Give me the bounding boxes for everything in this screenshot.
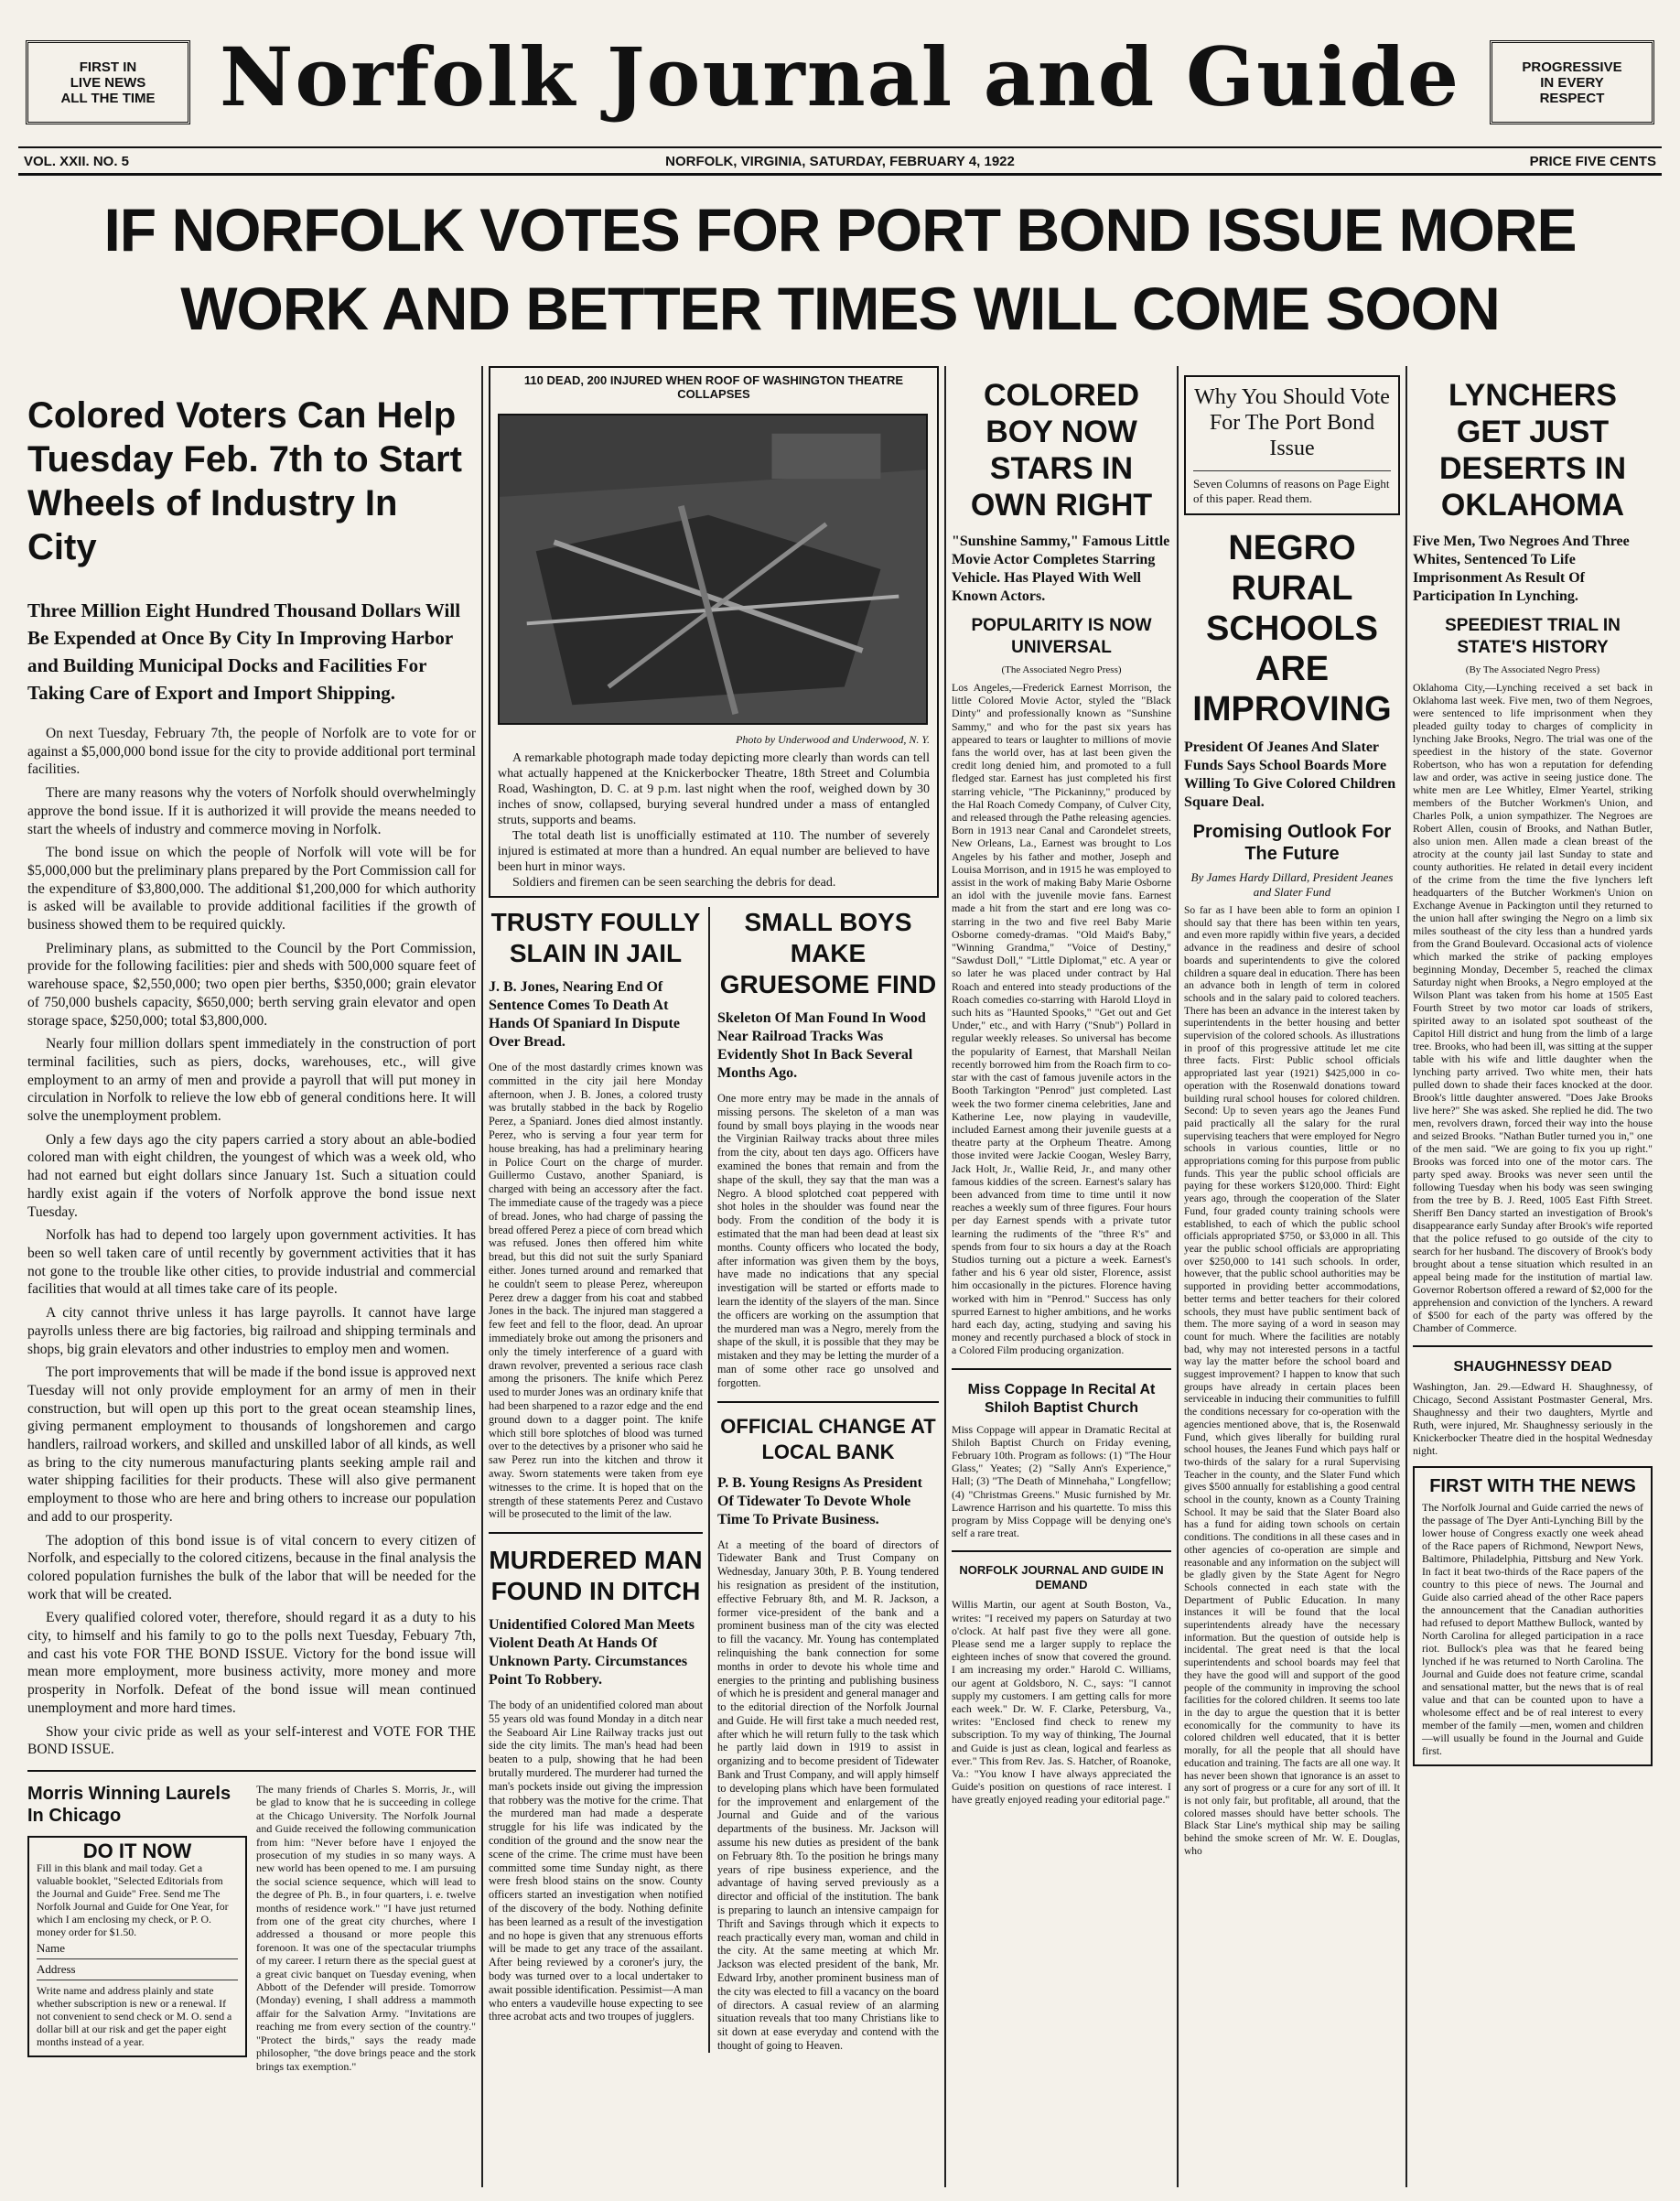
caption-paragraph: A remarkable photograph made today depicting more clearly than words can tell what actually happened at the Knickerbocker Theatre, 18th Street and Columbia Road, Washington, D. C. at 9 p.m. last night when the roof, weighed down by 30 inches of snow, collapsed, burying several hundred under a mass of entangled struts, supports and beams. xyxy=(498,751,930,827)
lead-paragraph: Preliminary plans, as submitted to the Council by the Port Commission, provide for the following facilities: pier and sheds with 500,000 square feet of warehouse space, $2,550,000; two open pier berths, $350,000; grain elevator of 750,000 bushels capacity, $650,000; berth serving grain elevator and open storage space, $250,000; total $3,800,000. xyxy=(27,940,476,1029)
divider xyxy=(952,1550,1171,1552)
rural-deck: President Of Jeanes And Slater Funds Says School Boards More Willing To Give Colored Children Square Deal. xyxy=(1184,739,1396,810)
price: PRICE FIVE CENTS xyxy=(1529,154,1656,169)
trusty-body: One of the most dastardly crimes known was committed in the city jail here Monday afternoon, when J. B. Jones, a colored trusty was brutally stabbed in the back by Rogelio Perez, a Spaniard. Jones died almost instantly. Perez, who is serving a four year term for house breaking, has had a preliminary hearing in Police Court on the charge of murder. Guillermo Custavo, another Spaniard, is charged with being an accessory after the fact. The immediate cause of the tragedy was a piece of bread. Jones, who had charge of passing the bread offered Perez a piece of corn bread which was refused. Jones then offered him white bread, but this did not suit the surly Spaniard either. Jones turned around and remarked that he couldn't seem to please Perez, whereupon Perez drew a dagger from his coat and stabbed Jones in the back. The injured man staggered a few feet and fell to the floor, dead. An uproar immediately broke out among the prisoners and only the timely interference of a guard with drawn revolver, prevented a serious race clash among the prisoners. The knife which Perez used to murder Jones was an ordinary knife that had been sharpened to a razor edge and the end ground down to a dagger point. The knife which still bore splotches of blood was turned over to the detectives by a prisoner who said he saw Perez run into the kitchen and throw it away. Sworn statements were taken from eye witnesses to the crime. It is hoped that on the strength of these statements Perez and Custavo will be prosecuted to the limit of the law. xyxy=(489,1061,703,1521)
divider xyxy=(717,1401,939,1403)
colored-boy-subhead: POPULARITY IS NOW UNIVERSAL xyxy=(971,616,1152,657)
center-left-subcolumn xyxy=(489,907,710,2053)
column-rule xyxy=(944,366,946,2187)
lead-paragraph: The adoption of this bond issue is of vital concern to every citizen of Norfolk, and especially to the colored citizens, because in the final analysis the colored population furnishes the bulk of the labor that will be needed for the work that will be created. xyxy=(27,1532,476,1602)
bank-deck: P. B. Young Resigns As President Of Tidewater To Devote Whole Time To Private Business. xyxy=(717,1474,922,1527)
do-it-now-footer: Write name and address plainly and state whether subscription is new or a renewal. If not convenient to send check or M. O. send a dollar bill at our risk and get the paper eight months instead of a year. xyxy=(37,1983,232,2048)
name-label: Name xyxy=(37,1940,66,1955)
lynchers-subhead: SPEEDIEST TRIAL IN STATE'S HISTORY xyxy=(1445,616,1621,657)
column-three xyxy=(952,366,1171,2187)
address-label: Address xyxy=(37,1961,76,1976)
small-boys-deck: Skeleton Of Man Found In Wood Near Railroad Tracks Was Evidently Shot In Back Several Months Ago. xyxy=(717,1010,926,1081)
lead-paragraph: Show your civic pride as well as your self-interest and VOTE FOR THE BOND ISSUE. xyxy=(27,1723,476,1758)
ear-right-line: IN EVERY xyxy=(1540,74,1604,91)
center-column xyxy=(489,366,939,2187)
banner-line: IF NORFOLK VOTES FOR PORT BOND ISSUE MORE xyxy=(103,196,1577,264)
shaughnessy-headline: SHAUGHNESSY DEAD xyxy=(1453,1359,1612,1375)
lead-body xyxy=(27,725,476,1759)
volume-number: VOL. XXII. NO. 5 xyxy=(24,154,130,169)
lead-deck: Three Million Eight Hundred Thousand Dollars Will Be Expended at Once By City In Improving Harbor and Building Municipal Docks and Facilities For Taking Care of Export and Import Shipping. xyxy=(27,599,461,704)
lower-left-block xyxy=(27,1783,476,2073)
photo-credit: Photo by Underwood and Underwood, N. Y. xyxy=(736,733,930,746)
ear-left-line: ALL THE TIME xyxy=(60,90,156,106)
first-news-headline: FIRST WITH THE NEWS xyxy=(1429,1476,1636,1496)
lead-paragraph: The port improvements that will be made if the bond issue is approved next Tuesday will not only provide employment for an army of men in their construction, but will open up this port to the great ocean steamship lines, giving permanent employment to thousands of longshoremen and cargo handlers, railroad workers, and skilled and unskilled labor of all kinds, as well as bring to the city numerous manufacturing plants seeking ample rail and water shipping facilities for their products. These will also give permanent employment to those who are here and bring others to increase our population and add to our prosperity. xyxy=(27,1365,476,1525)
divider xyxy=(1413,1345,1653,1347)
do-it-now-title: DO IT NOW xyxy=(82,1839,192,1862)
lead-paragraph: Norfolk has had to depend too largely upon government activities. It has been so well taken care of until recently by government activities that it has not gone to the trouble like other cities, to provide industrial and commercial facilities that would at all times take care of its people. xyxy=(27,1227,476,1298)
colored-boy-assoc: (The Associated Negro Press) xyxy=(1001,664,1122,675)
why-vote-title: Why You Should Vote For The Port Bond Issue xyxy=(1194,385,1390,460)
divider xyxy=(952,1368,1171,1370)
dateline xyxy=(18,146,1662,176)
photo-box xyxy=(489,366,939,898)
rural-byline: By James Hardy Dillard, President Jeanes and Slater Fund xyxy=(1190,870,1394,899)
lead-paragraph: On next Tuesday, February 7th, the people of Norfolk are to vote for or against a $5,000,000 bond issue for the city to provide additional port terminal facilities. xyxy=(27,726,476,778)
column-four xyxy=(1184,366,1400,2187)
colored-boy-body: Los Angeles,—Frederick Earnest Morrison, the little Colored Movie Actor, styled the "Black Dinty" and professionally known as "Sunshine Sammy," and who for the past six years has appeared to tears or laughter to millions of movie fans the world over, has at last been given the credit long denied him, and promoted to a full fledged star. Earnest has just completed his first starring vehicle, "The Pickaninny," produced by the Hal Roach Comedy Company, of Culver City, and released through the Pathe releasing agencies. Born in 1913 near Canal and Carondelet streets, New Orleans, La., Earnest was brought to Los Angeles by his father and mother, Joseph and Louisa Morrison, and in 1915 he was employed to assist in the work of making Baby Marie Osborne an idol with the juvenile movie fans. Earnest made a hit from the start and ere long was co-starring in the two and five reel Baby Marie Osborne comedy-dramas. "Old Maid's Baby," "Winning Grandma," "Voice of Destiny," "Sawdust Doll," "Little Diplomat," etc. A year or so later he was placed under contract by Hal Roach and entered into steady productions of the Roach comedies co-starring with Harold Lloyd in such hits as "Haunted Spooks," "Get out and Get Under," etc., and with Harry ("Snub") Pollard in regular weekly releases. So universal has become the popularity of Earnest, that Marshall Neilan recently borrowed him from the Roach firm to co-star with the cast of famous juvenile actors in the Booth Tarkington "Penrod" just completed. Last week the two former cinema celebrities, Jane and Katherine Lee, now playing in vaudeville, included Earnest among their juvenile guests at a theatre party at the Orpheum Theatre. Among those invited were Jackie Coogan, Wesley Barry, Jack Holt, Jr., Wallie Reid, Jr., and many other famous kiddies of the screen. Earnest's salary has been advanced from time to time until it now reaches a weekly sum of three figures. Four hours per day Earnest spends with a private tutor learning the rudiments of the "three R's" and spends from four to six hours a day at the Roach Studios turning out a picture a week. Earnest's father and his 6 year old sister, Florence, assist him occasionally in the pictures. Florence having worked with him in "Penrod." Success has only spurred Earnest to higher ambitions, and he works hard each day, acting, studying and saving his money and recently purchased a block of stock in a Colored Film producing organization. xyxy=(952,681,1171,1357)
masthead xyxy=(18,13,1662,141)
lead-headline: Colored Voters Can Help Tuesday Feb. 7th to Start Wheels of Industry In City xyxy=(27,395,462,567)
morris-headline: Morris Winning Laurels In Chicago xyxy=(27,1783,232,1826)
photo-caption-top: 110 DEAD, 200 INJURED WHEN ROOF OF WASHINGTON THEATRE COLLAPSES xyxy=(523,373,904,401)
lead-paragraph: A city cannot thrive unless it has large payrolls. It cannot have large payrolls unless there are big factories, big railroad and shipping terminals and shops, big grain elevators and other industries to employ men and women. xyxy=(27,1305,476,1357)
center-subcolumns xyxy=(489,907,939,2053)
small-boys-body: One more entry may be made in the annals of missing persons. The skeleton of a man was found by small boys playing in the woods near the Virginian Railway tracks about three miles from the city, about ten days ago. Officers have examined the bones that remain and from the shape of the skull, they say that the man was a Negro. A blood splotched coat peppered with shot holes in the shoulder was found near the body. From the condition of the body it is estimated that the man had been dead at least six months. County officers who located the body, after information was given them by the boys, have made no indications that any special investigation will be started or efforts made to learn the identity of the slayers of the man. Since the officers are working on the assumption that the murdered man was a Negro, merely from the shape of the skull, it is possible that they may be mistaken and they may be letting the murder of a man of some other race go unsolved and forgotten. xyxy=(717,1092,939,1389)
coppage-body: Miss Coppage will appear in Dramatic Recital at Shiloh Baptist Church on Friday evening, February 10th. Program as follows: (1) "The Hour Glass," Yeates; (2) "Sally Ann's Experience," Hall; (3) "The Death of Minnehaha," Longfellow; (4) "Christmas Greens." Music furnished by Mr. Lawrence Harrison and his quartette. To miss this program by Miss Coppage will be denying one's self a rare treat. xyxy=(952,1422,1171,1540)
center-right-subcolumn xyxy=(717,907,939,2053)
trusty-headline: TRUSTY FOULLY SLAIN IN JAIL xyxy=(490,908,701,967)
name-field[interactable] xyxy=(37,1942,238,1959)
ear-left-line: LIVE NEWS xyxy=(70,74,146,91)
why-vote-box xyxy=(1184,375,1400,515)
caption-paragraph: The total death list is unofficially estimated at 110. The number of severely injured is estimated at more than a hundred. An equal number are believed to have been hurt in minor ways. xyxy=(498,829,930,874)
murdered-headline: MURDERED MAN FOUND IN DITCH xyxy=(489,1546,703,1606)
ear-right-line: PROGRESSIVE xyxy=(1522,59,1622,75)
ear-right xyxy=(1490,40,1654,124)
demand-body: Willis Martin, our agent at South Boston, Va., writes: "I received my papers on Saturday at two o'clock. At half past five they were all gone. Please send me a larger supply to replace the eighteen inches of snow that covered the ground. I am increasing my order." Harold C. Williams, our agent at Goldsboro, N. C., says: "I cannot supply my customers. I am getting calls for more each week." Dr. W. F. Clarke, Petersburg, Va., writes: "Enclosed find check to renew my subscription. To my way of thinking, The Journal and Guide is just as clean, logical and fearless as ever." This from Rev. Jas. S. Hatcher, of Roanoke, Va.: "You know I have always appreciated the Guide's position on questions of race interest. I have greatly enjoyed reading your editorial page." xyxy=(952,1598,1171,1807)
lead-paragraph: Nearly four million dollars spent immediately in the construction of port terminal facilities, such as piers, docks, warehouses, etc., will give employment to an army of men and provide a payroll that will put money in circulation in Norfolk to relieve the low ebb of general conditions here. It will solve the unemployment problem. xyxy=(27,1036,476,1125)
ear-left xyxy=(26,40,190,124)
column-rule xyxy=(1177,366,1179,2187)
first-news-box xyxy=(1413,1466,1653,1766)
morris-body: The many friends of Charles S. Morris, Jr., will be glad to know that he is succeeding in college at the Chicago University. The Norfolk Journal and Guide received the following communication from him: "Never before have I enjoyed the prosecution of my studies in so many ways. A new world has been opened to me. I am pursuing the social science sequence, which will lead to the degree of Ph. B., in four quarters, i. e. twelve months of residence work." "I have just returned from one of the great city churches, where I addressed a thousand or more people this forenoon. It was one of the spectacular triumphs of my career. I return there as the special guest at a great civic banquet on Tuesday evening, when Abbott of the Defender will preside. Tomorrow (Monday) evening, I shall address a mammoth affair for the Salvation Army. "Invitations are reaching me from every section of the country." "Protect the birds," says the ready made philosopher, "the dove brings peace and the stork brings tax exemption." xyxy=(256,1782,476,2073)
rural-subhead: Promising Outlook For The Future xyxy=(1192,822,1392,864)
address-field[interactable] xyxy=(37,1963,238,1980)
ear-right-line: RESPECT xyxy=(1539,90,1605,106)
caption-paragraph: Soldiers and firemen can be seen searching the debris for dead. xyxy=(512,876,836,890)
colored-boy-deck: "Sunshine Sammy," Famous Little Movie Actor Completes Starring Vehicle. Has Played With Well Known Actors. xyxy=(952,534,1170,604)
do-it-now-box xyxy=(27,1836,247,2057)
lynchers-deck: Five Men, Two Negroes And Three Whites, Sentenced To Life Imprisonment As Result Of Participation In Lynching. xyxy=(1413,534,1630,604)
small-boys-headline: SMALL BOYS MAKE GRUESOME FIND xyxy=(719,908,937,998)
bank-body: At a meeting of the board of directors of Tidewater Bank and Trust Company on Wednesday, January 30th, P. B. Young tendered his resignation as president of the institution, effective February 8th, and M. R. Jackson, a former vice-president of the bank and a prominent business man of the city was elected to fill the vacancy. Mr. Young has contemplated relinquishing the bank connection for some months in order to devote his whole time and energies to the printing and publishing business of which he is president and general manager and to the editorial direction of the Norfolk Journal and Guide. He will first take a much needed rest, after which he will return fully to the task which he partly laid down in 1919 to assist in organizing and to become president of Tidewater Bank and Trust Company, and will apply himself to developing plans which have been formulated for the improvement and enlargement of the Journal and Guide and of the various departments of the business. Mr. Jackson will assume his new duties as president of the bank on February 8th. To the position he brings many years of ripe business experience, and the advantage of having served previously as a director and official of the institution. The bank is preparing to launch an intensive campaign for Thrift and Savings through which it expects to reach practically every man, woman and child in the city. At the same meeting at which Mr. Jackson was elected president of the bank, Mr. Edward Irby, another prominent business man of the city was elected to fill a vacancy on the board of directors. A casual review of an alarming situation reveals that too many Christians like to sit down at ease everyday and contend with the thought of going to Heaven. xyxy=(717,1537,939,2053)
colored-boy-headline: COLORED BOY NOW STARS IN OWN RIGHT xyxy=(970,378,1153,523)
do-it-now-text: Fill in this blank and mail today. Get a valuable booklet, "Selected Editorials from the Journal and Guide" Free. Send me The Norfolk Journal and Guide for One Year, for which I am enclosing my check, or P. O. money order for $1.50. xyxy=(37,1861,229,1938)
nameplate: Norfolk Journal and Guide xyxy=(219,29,1461,124)
divider xyxy=(27,1770,476,1772)
bank-headline: OFFICIAL CHANGE AT LOCAL BANK xyxy=(720,1414,936,1463)
lynchers-assoc: (By The Associated Negro Press) xyxy=(1465,664,1600,675)
coppage-headline: Miss Coppage In Recital At Shiloh Baptist Church xyxy=(967,1381,1156,1416)
column-five xyxy=(1413,366,1653,2187)
shaughnessy-body: Washington, Jan. 29.—Edward H. Shaughnessy, of Chicago, Second Assistant Postmaster General, Mrs. Shaughnessy and their two daughters, Myrtle and Ruth, were injured, Mr. Shaughnessy seriously in the Knickerbocker Theatre died in the hospital Wednesday night. xyxy=(1413,1380,1653,1457)
why-vote-text: Seven Columns of reasons on Page Eight of this paper. Read them. xyxy=(1193,470,1391,506)
banner-headline xyxy=(18,190,1662,348)
first-news-body: The Norfolk Journal and Guide carried the news of the passage of The Dyer Anti-Lynching Bill by the lower house of Congress exactly one week ahead of the Race papers of Richmond, Newport News, Baltimore, Philadelphia, Pittsburg and New York. In fact it beat two-thirds of the Race papers of the country to this piece of news. The Journal and Guide also carried ahead of the other Race papers the announcement that the Canadian authorities had refused to deport Matthew Bullock, wanted by North Carolina for alleged participation in a race riot. Bullock's plea was that he feared being lynched if he was returned to North Carolina. The Journal and Guide does not feature crime, scandal and sensational matter, but the news that is of real value and that can be counted upon to have a wholesome effect and be of real interest to every member of the family —men, women and children—will usually be found in the Journal and Guide first. xyxy=(1422,1501,1643,1757)
rural-headline: NEGRO RURAL SCHOOLS ARE IMPROVING xyxy=(1192,529,1392,728)
lead-paragraph: The bond issue on which the people of Norfolk will vote will be for $5,000,000 but the preliminary plans prepared by the Port Commission call for the expenditure of $3,800,000. The additional $1,200,000 for which authority is asked will be available to provide additional facilities if the growth of business showed them to be required quickly. xyxy=(27,845,476,933)
lead-paragraph: Every qualified colored voter, therefore, should regard it as a duty to his city, to himself and his family to go to the polls next Tuesday, Febuary 7th, and cast his vote FOR THE BOND ISSUE. Victory for the bond issue will mean more employment, more business activity, more money and more prosperity in Norfolk. Defeat of the bond issue will mean continued unemployment and more hard times. xyxy=(27,1610,476,1716)
demand-headline: NORFOLK JOURNAL AND GUIDE IN DEMAND xyxy=(959,1563,1164,1592)
divider xyxy=(489,1532,703,1534)
lead-column xyxy=(27,366,476,2187)
photo-caption xyxy=(498,750,930,890)
place-date: NORFOLK, VIRGINIA, SATURDAY, FEBRUARY 4, 1922 xyxy=(665,154,1015,169)
murdered-deck: Unidentified Colored Man Meets Violent Death At Hands Of Unknown Party. Circumstances Point To Robbery. xyxy=(489,1617,695,1689)
column-rule xyxy=(1405,366,1407,2187)
theatre-collapse-photo xyxy=(498,414,928,725)
left-subcolumn xyxy=(27,1783,247,2073)
column-rule xyxy=(481,366,483,2187)
murdered-body: The body of an unidentified colored man about 55 years old was found Monday in a ditch near the Seaboard Air Line Railway tracks just out side the city limits. The man's head had been beaten to a pulp, showing that he had been brutally murdered. The murderer had turned the man's pockets inside out giving the impression that robbery was the motive for the crime. That the murdered man had made a desperate struggle for his life was indicated by the condition of the ground and the snow near the scene of the crime. The crime must have been committed some time Sunday night, as there were fresh blood stains on the snow. County officers started an investigation when notified of the discovery of the body. Nothing definite has been learned as a result of the investigation and no hope is given that any strenuous efforts will be made to get any trace of the assailant. After being reviewed by a coroner's jury, the body was turned over to a local undertaker to await possible identification. Pessimist—A man who enters a vaudeville house expecting to see three acrobat acts and two troupes of jugglers. xyxy=(489,1699,703,2023)
lynchers-headline: LYNCHERS GET JUST DESERTS IN OKLAHOMA xyxy=(1438,378,1627,523)
rural-body: So far as I have been able to form an opinion I should say that there has been within ten years, and even more rapidly within five years, a decided advance in the readiness and desire of school boards and superintendents to give the colored children a square deal in education. There has been an advance both in length of term in colored schools and in the salary paid to colored teachers. There has been an advance in the interest taken by superintendents in the better housing and better supervision of the colored schools. As illustrations in proof of this progressive attitude let me cite three facts. First: Public school officials appropriated last year (1921) $425,000 in co-operation with the Rosenwald donations toward building rural school houses for colored children. Second: Up to seven years ago the Jeanes Fund paid practically all the salary for the rural supervising teachers that were employed for Negro schools in various counties, little or no appropriations coming for this purpose from public funds. This year the public school officials are paying for these workers $120,000. Third: Eight years ago, through the cooperation of the Slater Fund, four graded county training schools were established, to each of which the public school officials appropriated $750, or $3,000 in all. This year the public school officials are appropriating over $250,000 to 141 such schools. In order, however, that the public school authorities may be supported in providing better accommodations, better terms and better teachers for their colored schools, they must have public sentiment back of them. The more saying of a word in season may count for much. Where the facilities are notably bad, why may not interested persons in a tactful way lay the matter before the school board and suggest improvement? I happen to know that such groups have already in certain places been serviceable in inducing their communities to fulfill the conditions necessary for co-operation with the agencies mentioned above, that is, the Rosenwald Fund, which gives liberally for building rural school houses, the Jeanes Fund which pays half or two-thirds of the salary for a rural Supervising Teacher in the county, and the Slater Fund which gives $500 annually for establishing a good central school in the county, known as a County Training School. It may be said that the Slater Board also has a fund for aiding town schools on certain conditions. The conditions in all these cases and in other agencies of co-operation are simple and reasonable and any information on the subject will be gladly given by the State Agent for Negro Schools connected in each state with the Department of Public Education. In many instances it will be found that the local superintendents already have the necessary information. But the question of outside help is incidental. The great need is that the local superintendents and school boards may feel that they have the good will and support of the good people of the community in improving the school facilities for the colored children. It seems too late in the day to argue the question that it is better economically for the community to have its colored children well educated, that it is better morally, for all the people that all should have education and training. The facts are all one way. It has never been shown that ignorance is an asset to any sort of progress or a cure for any sort of ill. It is not only fair, but profitable, all around, that the colored masses should have better schools. The Black Star Line's mythical ship may be sailing behind the smoke screen of Mr. W. E. Douglas, who xyxy=(1184,905,1400,1857)
banner-line: WORK AND BETTER TIMES WILL COME SOON xyxy=(180,275,1500,342)
lead-paragraph: Only a few days ago the city papers carried a story about an able-bodied colored man with eight children, the youngest of which was a week old, who had not earned but eight dollars since January 1st. Such a situation could hardly exist again if the voters of Norfolk approve the bond issue next Tuesday. xyxy=(27,1131,476,1220)
lynchers-body: Oklahoma City,—Lynching received a set back in Oklahoma last week. Five men, two of them Negroes, were sentenced to life imprisonment when they pleaded guilty today to charges of complicity in lynching Jake Brooks, Negro. The trial was one of the speediest in the history of the state. Governor Robertson, who has won a reputation for defending law and order, was active in seeing justice done. The white men are Lee Whitley, Elmer Yeartel, striking members of the Butcher Workmen's Union, and Charles Polk, a union sympathizer. The Negroes are Robert Allen, cousin of Brooks, and Nathan Butler, also union men. Allen made a clean breast of the atrocity at the county jail last Sunday to state and county authorities. He related in detail every incident of the crime from the time the five lynchers left headquarters of the Butcher Workmen's Union on Exchange Avenue in Packington until they returned to the union hall after swinging the Negro on a limb six miles southeast of the city less than a hundred yards from the Grand Boulevard. Occasional acts of violence which marked the strike of packing employes beginning Monday, December 5, reached the climax Saturday night when Brooks, a Negro employed at the Wilson Plant was taken from his home at 1505 East Fourth Street by two motor car loads of strikers, spirited away to an isolated spot southeast of the Capitol Hill district and hung from the limb of a large tree. Brooks, who had been ill, was sitting at the supper table with his wife and little daughter when the lynching party arrived. Two white men, their hats pulled down to shade their faces knocked at the door. Brook's little daughter answered. "Does Jake Brooks live here?" She was asked. She replied he did. The two men, revolvers drawn, forced their way into the house and seized Brooks. "Nathan Butler turned you in," one of the men said. "We are going to fix you up right." Brooks was forced into one of the motor cars. The party sped away. Brooks was never seen until the following Tuesday when his body was seen swinging from the tree by B. J. Reed, 1005 East Fifth Street. Sheriff Ben Dancy started an investigation of Brook's disappearance early Sunday after Brook's wife reported that the police refused to go outside of the city to search for her husband. The discovery of Brook's body brought about a tense situation which resulted in an appeal being made for the institution of martial law. Governor Robertson offered a reward of $2,000 for the apprehension and conviction of the lynchers. A reward of $500 for each of the party was offered by the Chamber of Commerce. xyxy=(1413,681,1653,1334)
trusty-deck: J. B. Jones, Nearing End Of Sentence Comes To Death At Hands Of Spaniard In Dispute Over Bread. xyxy=(489,979,680,1050)
ear-left-line: FIRST IN xyxy=(79,59,137,75)
lead-paragraph: There are many reasons why the voters of Norfolk should overwhelmingly approve the bond issue. If it is authorized it will provide the means needed to start the wheels of industry and commerce moving in Norfolk. xyxy=(27,785,476,837)
